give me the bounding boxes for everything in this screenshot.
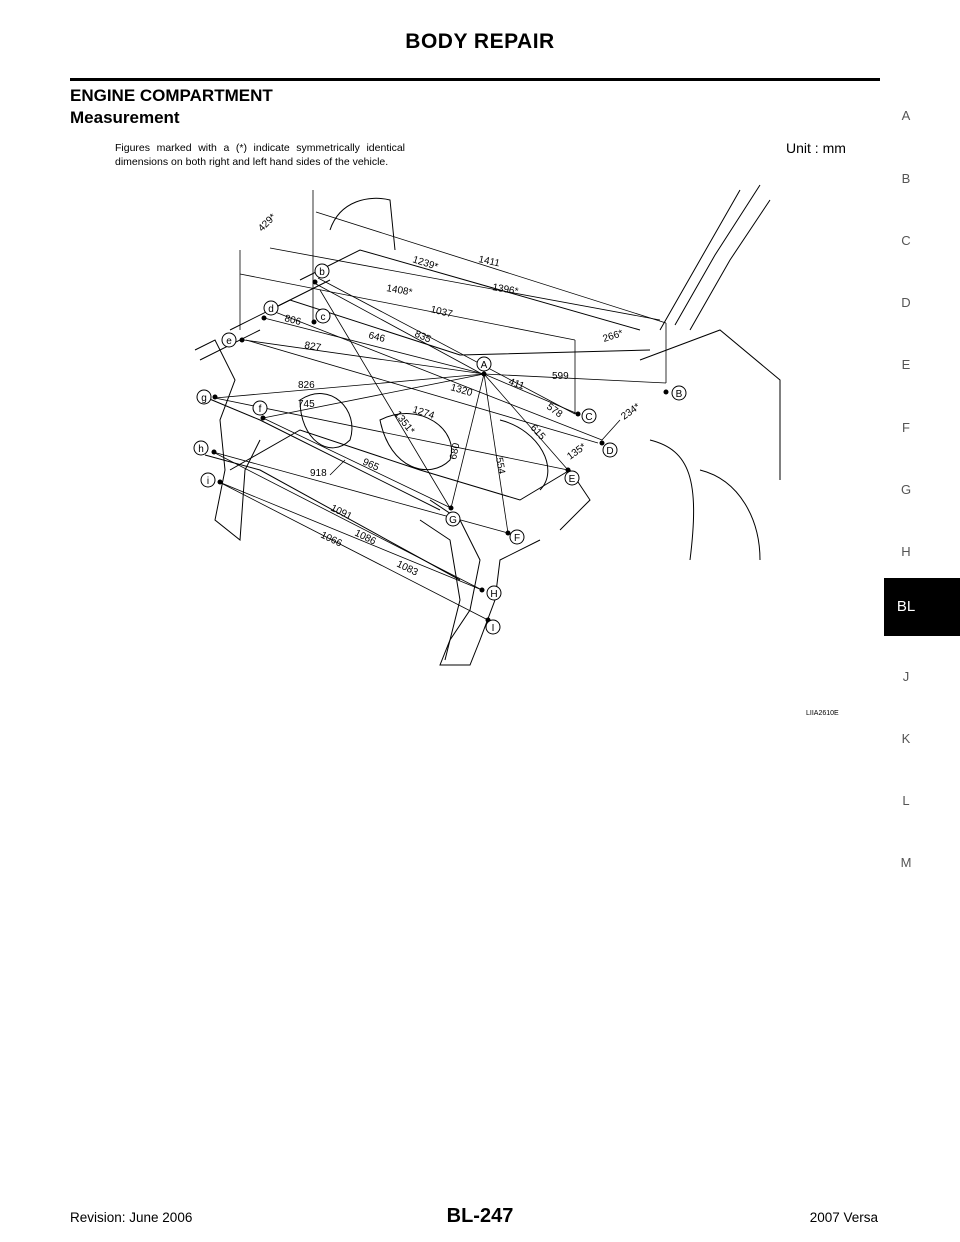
index-tab-b[interactable]: B <box>901 171 911 186</box>
dim-826: 826 <box>298 380 315 391</box>
dim-745: 745 <box>298 399 315 410</box>
dim-578: 578 <box>544 401 565 421</box>
section-title: ENGINE COMPARTMENT <box>70 86 273 105</box>
point-label-f-upper: F <box>513 533 521 544</box>
point-label-h-upper: H <box>490 589 498 600</box>
symmetry-note: Figures marked with a (*) indicate symmetrically identical dimensions on both right and left hand sides of the vehicle. <box>115 142 405 168</box>
dim-411: 411 <box>506 376 526 393</box>
dim-1086: 1086 <box>352 527 378 548</box>
index-tab-m[interactable]: M <box>900 855 912 870</box>
unit-label: Unit : mm <box>786 140 846 156</box>
dim-1083: 1083 <box>394 558 420 579</box>
point-label-i-upper: I <box>491 623 495 634</box>
dim-835: 835 <box>412 328 433 346</box>
point-label-c-lower: c <box>320 312 326 323</box>
engine-compartment-diagram <box>180 180 880 720</box>
point-label-g-upper: G <box>449 515 457 526</box>
index-tab-h[interactable]: H <box>901 544 911 559</box>
index-tab-c[interactable]: C <box>901 233 911 248</box>
dim-1408: 1408* <box>385 283 414 299</box>
dim-615: 615 <box>527 422 548 443</box>
measurement-points <box>212 280 669 623</box>
dim-646: 646 <box>367 330 387 345</box>
index-tab-a[interactable]: A <box>901 108 911 123</box>
dim-827: 827 <box>303 340 322 354</box>
point-label-c-upper: C <box>585 412 593 423</box>
index-tab-e[interactable]: E <box>901 357 911 372</box>
index-tab-j[interactable]: J <box>902 669 910 684</box>
point-labels <box>198 267 682 634</box>
revision-label: Revision: June 2006 <box>70 1210 193 1225</box>
dim-918: 918 <box>310 468 327 479</box>
point-label-a: A <box>480 360 488 371</box>
page-header-title: BODY REPAIR <box>405 30 555 53</box>
dim-1274: 1274 <box>411 404 436 422</box>
dim-1066: 1066 <box>318 529 344 550</box>
figure-code: LIIA2610E <box>806 710 839 717</box>
dim-266: 266* <box>601 328 625 345</box>
point-label-b-lower: b <box>319 267 325 278</box>
dim-1396: 1396* <box>491 282 520 298</box>
index-tab-d[interactable]: D <box>901 295 911 310</box>
index-tab-f[interactable]: F <box>902 420 910 435</box>
point-label-g-lower: g <box>201 393 207 404</box>
dim-234: 234* <box>619 401 643 423</box>
dim-135: 135* <box>565 441 589 463</box>
dim-1411: 1411 <box>477 254 501 270</box>
point-label-f-lower: f <box>258 404 262 415</box>
dim-1351: 1351* <box>391 409 417 437</box>
dim-1091: 1091 <box>328 502 354 523</box>
dim-806: 806 <box>283 313 303 328</box>
header-rule <box>70 78 880 81</box>
index-tab-bl-label: BL <box>896 598 916 615</box>
point-label-d-lower: d <box>268 304 274 315</box>
dim-429: 429* <box>256 211 279 235</box>
point-label-b-upper: B <box>675 389 683 400</box>
index-tab-l[interactable]: L <box>902 793 910 808</box>
dim-599: 599 <box>552 371 569 382</box>
index-tab-k[interactable]: K <box>901 731 911 746</box>
index-tab-g[interactable]: G <box>900 482 912 497</box>
leader-918 <box>330 460 345 475</box>
point-label-e-lower: e <box>226 336 232 347</box>
point-label-e-upper: E <box>568 474 576 485</box>
page-number: BL-247 <box>446 1205 514 1227</box>
point-label-h-lower: h <box>198 444 204 455</box>
section-index-tabs <box>884 0 960 1242</box>
dim-554: 554 <box>493 456 507 475</box>
point-label-i-lower: i <box>206 476 210 487</box>
dimension-lines <box>213 190 666 620</box>
dim-1037: 1037 <box>429 304 454 321</box>
index-tab-bl-active[interactable] <box>884 578 960 636</box>
section-subtitle: Measurement <box>70 108 180 127</box>
point-label-d-upper: D <box>606 446 614 457</box>
dim-1320: 1320 <box>449 382 474 400</box>
dim-680: 680 <box>448 442 463 461</box>
model-label: 2007 Versa <box>809 1210 878 1225</box>
dim-1239: 1239* <box>411 254 440 273</box>
dim-965: 965 <box>360 456 381 474</box>
